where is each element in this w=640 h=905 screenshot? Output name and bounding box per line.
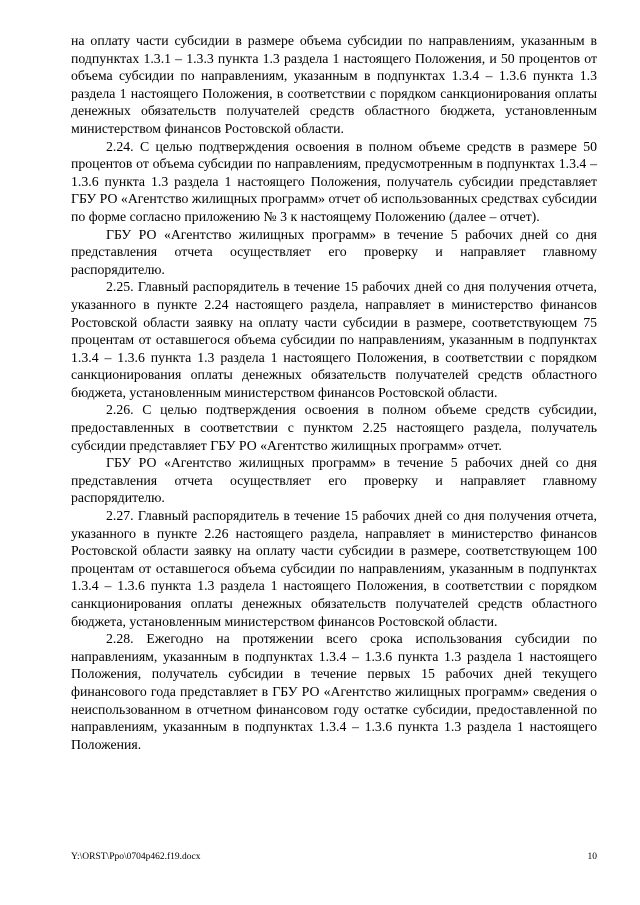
paragraph-2-26: 2.26. С целью подтверждения освоения в полном объеме средств субсидии, предоставленных в соответствии с пунктом 2.25 настоящего раздела, получатель субсидии представляет ГБУ РО «Агентство жилищных программ» отчет. xyxy=(71,402,597,453)
footer-file-path: Y:\ORST\Ppo\0704p462.f19.docx xyxy=(71,852,201,862)
paragraph-2-25: 2.25. Главный распорядитель в течение 15 рабочих дней со дня получения отчета, указанного в пункте 2.24 настоящего раздела, направляет в министерство финансов Ростовской области заявку на оплату части субсидии в размере, соответствующем 75 процентам от оставшегося объема субсидии по направлениям, указанным в подпунктах 1.3.4 – 1.3.6 пункта 1.3 раздела 1 настоящего Положения, в соответствии с порядком санкционирования оплаты денежных обязательств получателей средств областного бюджета, установленным министерством финансов Ростовской области. xyxy=(71,279,597,400)
paragraph-2-24-gbu: ГБУ РО «Агентство жилищных программ» в течение 5 рабочих дней со дня представления отчета осуществляет его проверку и направляет главному распорядителю. xyxy=(71,226,597,277)
paragraph-2-28: 2.28. Ежегодно на протяжении всего срока использования субсидии по направлениям, указанным в подпунктах 1.3.4 – 1.3.6 пункта 1.3 раздела 1 настоящего Положения, получатель субсидии в течение первых 15 рабочих дней текущего финансового года представляет в ГБУ РО «Агентство жилищных программ» сведения о неиспользованном в отчетном финансовом году остатке субсидии, предоставленной по направлениям, указанным в подпунктах 1.3.4 – 1.3.6 пункта 1.3 раздела 1 настоящего Положения. xyxy=(71,631,597,752)
document-page xyxy=(71,32,597,753)
paragraph-2-27: 2.27. Главный распорядитель в течение 15 рабочих дней со дня получения отчета, указанного в пункте 2.26 настоящего раздела, направляет в министерство финансов Ростовской области заявку на оплату части субсидии в размере, соответствующем 100 процентам от оставшегося объема субсидии по направлениям, указанным в подпунктах 1.3.4 – 1.3.6 пункта 1.3 раздела 1 настоящего Положения, в соответствии с порядком санкционирования оплаты денежных обязательств получателей средств областного бюджета, установленным министерством финансов Ростовской области. xyxy=(71,508,597,629)
paragraph-continuation: на оплату части субсидии в размере объема субсидии по направлениям, указанным в подпунктах 1.3.1 – 1.3.3 пункта 1.3 раздела 1 настоящего Положения, и 50 процентов от объема субсидии по направлениям, указанным в подпунктах 1.3.4 – 1.3.6 пункта 1.3 раздела 1 настоящего Положения, в соответствии с порядком санкционирования оплаты денежных обязательств получателей средств областного бюджета, установленным министерством финансов Ростовской области. xyxy=(71,33,597,136)
footer-page-number: 10 xyxy=(587,852,597,862)
paragraph-2-26-gbu: ГБУ РО «Агентство жилищных программ» в течение 5 рабочих дней со дня представления отчета осуществляет его проверку и направляет главному распорядителю. xyxy=(71,455,597,506)
paragraph-2-24: 2.24. С целью подтверждения освоения в полном объеме средств в размере 50 процентов от объема субсидии по направлениям, предусмотренным в подпунктах 1.3.4 – 1.3.6 пункта 1.3 раздела 1 настоящего Положения, получатель субсидии представляет ГБУ РО «Агентство жилищных программ» отчет об использованных средствах субсидии по форме согласно приложению № 3 к настоящему Положению (далее – отчет). xyxy=(71,138,597,224)
